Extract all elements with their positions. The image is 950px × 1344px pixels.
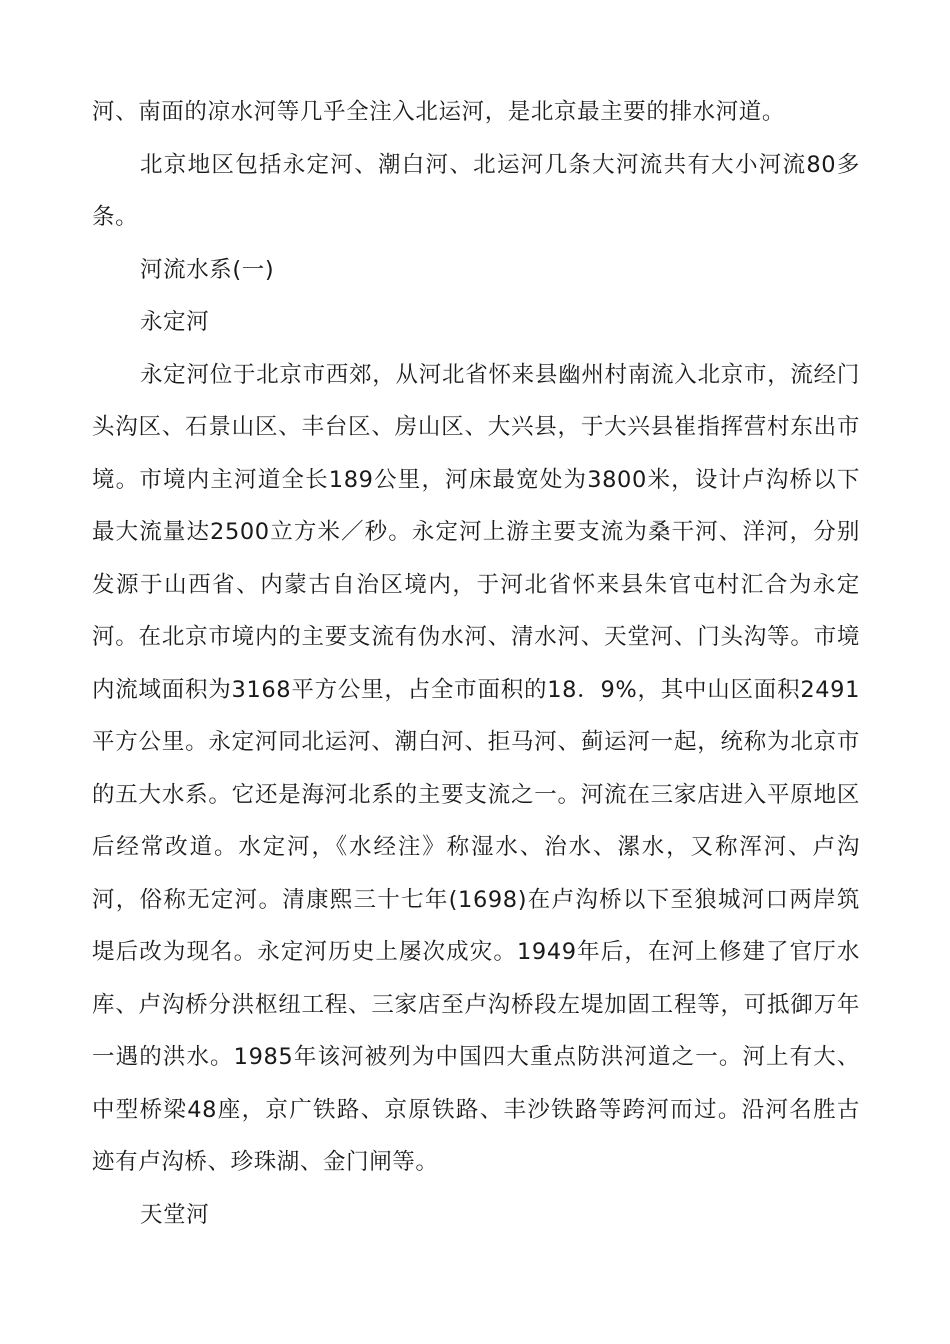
subheading-tiantang-river: 天堂河	[140, 1201, 210, 1228]
paragraph-drainage-continuation: 河、南面的凉水河等几乎全注入北运河，是北京最主要的排水河道。	[92, 99, 786, 125]
document-body	[92, 86, 860, 1241]
paragraph-yongding-river-description: 永定河位于北京市西郊，从河北省怀来县幽州村南流入北京市，流经门头沟区、石景山区、丰台区、房山区、大兴县，于大兴县崔指挥营村东出市境。市境内主河道全长189公里，河床最宽处为3800米，设计卢沟桥以下最大流量达2500立方米／秒。永定河上游主要支流为桑干河、洋河，分别发源于山西省、内蒙古自治区境内，于河北省怀来县朱官屯村汇合为永定河。在北京市境内的主要支流有伪水河、清水河、天堂河、门头沟等。市境内流域面积为3168平方公里，占全市面积的18．9%，其中山区面积2491平方公里。永定河同北运河、潮白河、拒马河、蓟运河一起，统称为北京市的五大水系。它还是海河北系的主要支流之一。河流在三家店进入平原地区后经常改道。水定河，《水经注》称湿水、治水、漯水，又称浑河、卢沟河，俗称无定河。清康熙三十七年(1698)在卢沟桥以下至狼城河口两岸筑堤后改为现名。永定河历史上屡次成灾。1949年后，在河上修建了官厅水库、卢沟桥分洪枢纽工程、三家店至卢沟桥段左堤加固工程等，可抵御万年一遇的洪水。1985年该河被列为中国四大重点防洪河道之一。河上有大、中型桥梁48座，京广铁路、京原铁路、丰沙铁路等跨河而过。沿河名胜古迹有卢沟桥、珍珠湖、金门闸等。	[92, 361, 860, 1175]
paragraph-river-count: 北京地区包括永定河、潮白河、北运河几条大河流共有大小河流80多条。	[92, 151, 860, 230]
section-heading-river-system: 河流水系(一)	[140, 256, 275, 283]
subheading-yongding-river: 永定河	[140, 309, 210, 335]
